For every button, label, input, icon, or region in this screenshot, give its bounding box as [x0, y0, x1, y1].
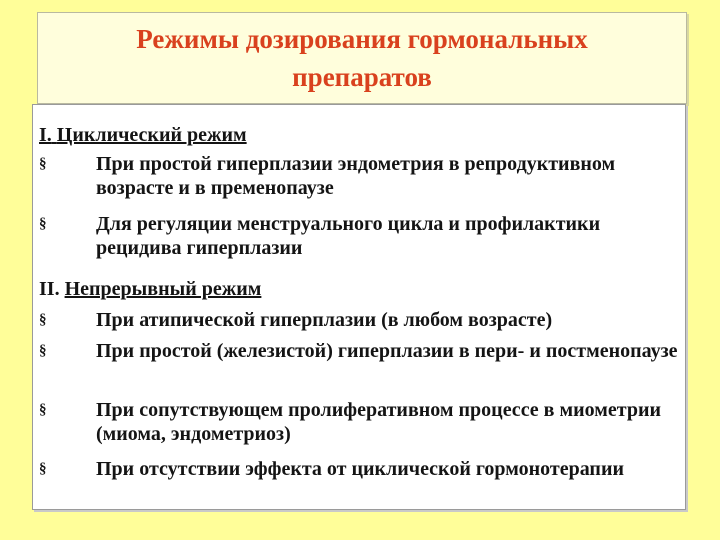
content-box: [32, 104, 686, 510]
list-item: [39, 212, 679, 260]
slide-title: Режимы дозирования гормональных препаратов: [136, 24, 588, 92]
section-title: Циклический режим: [56, 124, 247, 146]
list-item: [39, 339, 679, 363]
bullet-marker-icon: §: [39, 156, 47, 172]
section-heading-continuous: [39, 277, 261, 301]
list-item-text: При отсутствии эффекта от циклической гормонотерапии: [96, 458, 624, 480]
bullet-marker-icon: §: [39, 402, 47, 418]
section-numeral: I.: [39, 124, 52, 146]
list-item: [39, 152, 679, 200]
bullet-marker-icon: §: [39, 461, 47, 477]
title-box: [37, 12, 687, 104]
list-item-text: При простой (железистой) гиперплазии в пери- и постменопаузе: [96, 340, 678, 362]
section-numeral: II.: [39, 278, 60, 300]
list-item: [39, 457, 679, 481]
section-title: Непрерывный режим: [64, 278, 262, 300]
list-item: [39, 398, 679, 446]
list-item: [39, 308, 679, 332]
list-item-text: При атипической гиперплазии (в любом возрасте): [96, 309, 553, 331]
bullet-marker-icon: §: [39, 312, 47, 328]
bullet-marker-icon: §: [39, 216, 47, 232]
list-item-text: При простой гиперплазии эндометрия в репродуктивном возрасте и в пременопаузе: [96, 153, 616, 199]
section-heading-cyclic: [39, 123, 247, 147]
list-item-text: При сопутствующем пролиферативном процессе в миометрии (миома, эндометриоз): [96, 399, 661, 445]
list-item-text: Для регуляции менструального цикла и профилактики рецидива гиперплазии: [96, 213, 601, 259]
bullet-marker-icon: §: [39, 343, 47, 359]
